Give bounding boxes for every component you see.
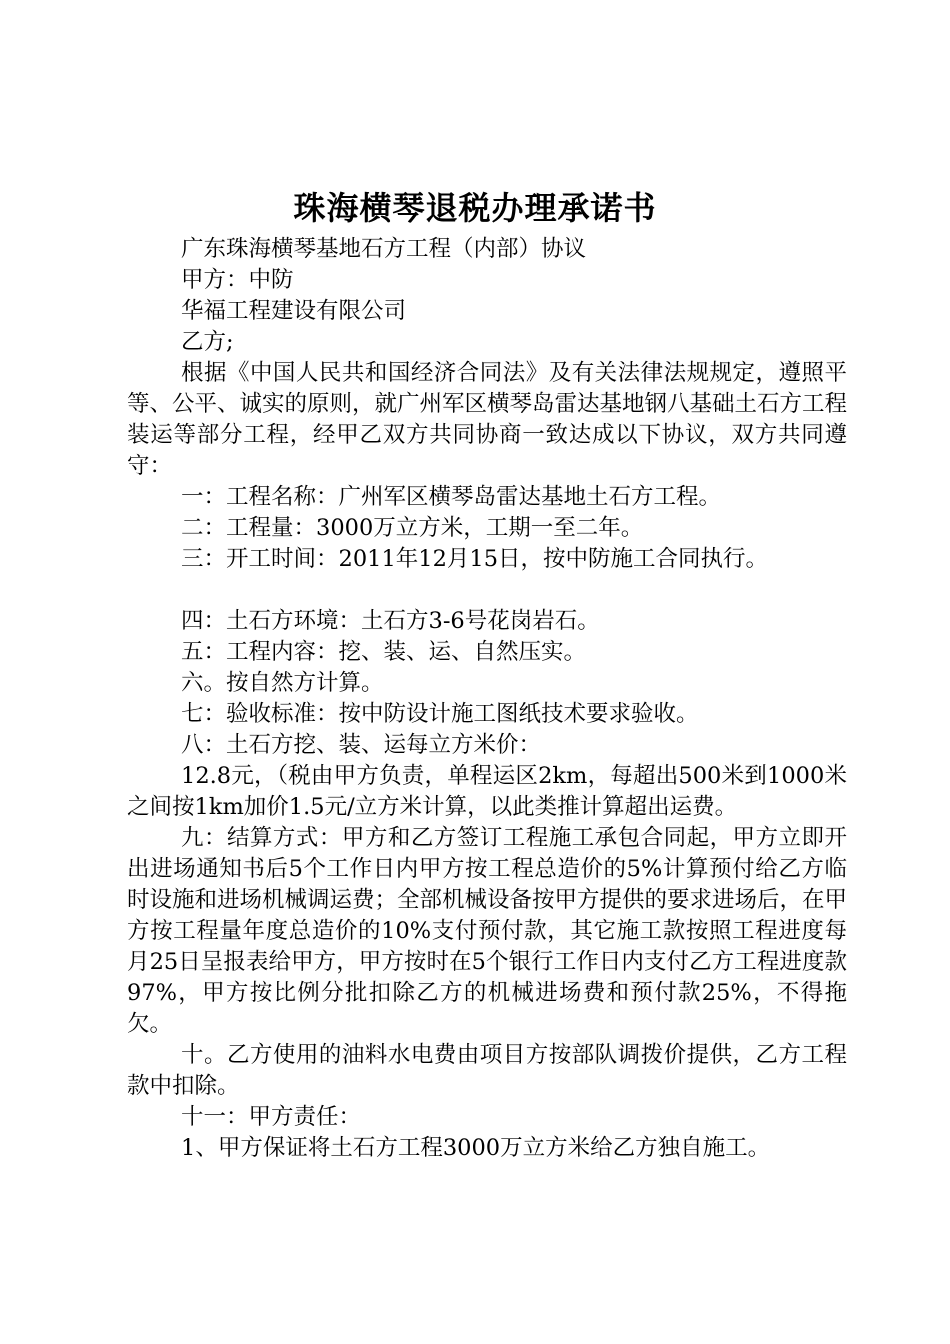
blank-line bbox=[127, 575, 847, 606]
document-body bbox=[127, 234, 847, 1164]
document-title: 珠海横琴退税办理承诺书 bbox=[293, 189, 657, 227]
paragraph-party-b: 乙方; bbox=[181, 329, 234, 355]
paragraph-company-name: 华福工程建设有限公司 bbox=[181, 298, 407, 324]
paragraph-clause-10: 十。乙方使用的油料水电费由项目方按部队调拨价提供，乙方工程款中扣除。 bbox=[127, 1042, 847, 1099]
paragraph-price: 12.8元，（税由甲方负责，单程运区2km，每超出500米到1000米之间按1km加价1.5元/立方米计算，以此类推计算超出运费。 bbox=[127, 763, 847, 820]
paragraph-clause-2: 二：工程量：3000万立方米，工期一至二年。 bbox=[181, 515, 644, 541]
paragraph-clause-11: 十一：甲方责任： bbox=[181, 1104, 362, 1130]
paragraph-clause-7: 七：验收标准：按中防设计施工图纸技术要求验收。 bbox=[181, 701, 699, 727]
paragraph-clause-9: 九：结算方式：甲方和乙方签订工程施工承包合同起，甲方立即开出进场通知书后5个工作日内甲方按工程总造价的5%计算预付给乙方临时设施和进场机械调运费；全部机械设备按甲方提供的要求进场后，在甲方按工程量年度总造价的10%支付预付款，其它施工款按照工程进度每月25日呈报表给甲方，甲方按时在5个银行工作日内支付乙方工程进度款97%，甲方按比例分批扣除乙方的机械进场费和预付款25%，不得拖欠。 bbox=[127, 825, 848, 1037]
paragraph-clause-1: 一：工程名称：广州军区横琴岛雷达基地土石方工程。 bbox=[181, 484, 722, 510]
paragraph-party-a: 甲方：中防 bbox=[181, 267, 294, 293]
paragraph-clause-8: 八：土石方挖、装、运每立方米价： bbox=[181, 732, 542, 758]
paragraph-clause-3: 三：开工时间：2011年12月15日，按中防施工合同执行。 bbox=[181, 546, 769, 572]
paragraph-clause-4: 四：土石方环境：土石方3-6号花岗岩石。 bbox=[181, 608, 600, 634]
paragraph-agreement-heading: 广东珠海横琴基地石方工程（内部）协议 bbox=[181, 236, 587, 262]
paragraph-preamble: 根据《中国人民共和国经济合同法》及有关法律法规规定，遵照平等、公平、诚实的原则，就广州军区横琴岛雷达基地钢八基础土石方工程装运等部分工程，经甲乙双方共同协商一致达成以下协议，双方共同遵守： bbox=[127, 360, 848, 479]
paragraph-clause-11-item-1: 1、甲方保证将土石方工程3000万立方米给乙方独自施工。 bbox=[181, 1135, 771, 1161]
paragraph-clause-5: 五：工程内容：挖、装、运、自然压实。 bbox=[181, 639, 587, 665]
paragraph-clause-6: 六。按自然方计算。 bbox=[181, 670, 384, 696]
